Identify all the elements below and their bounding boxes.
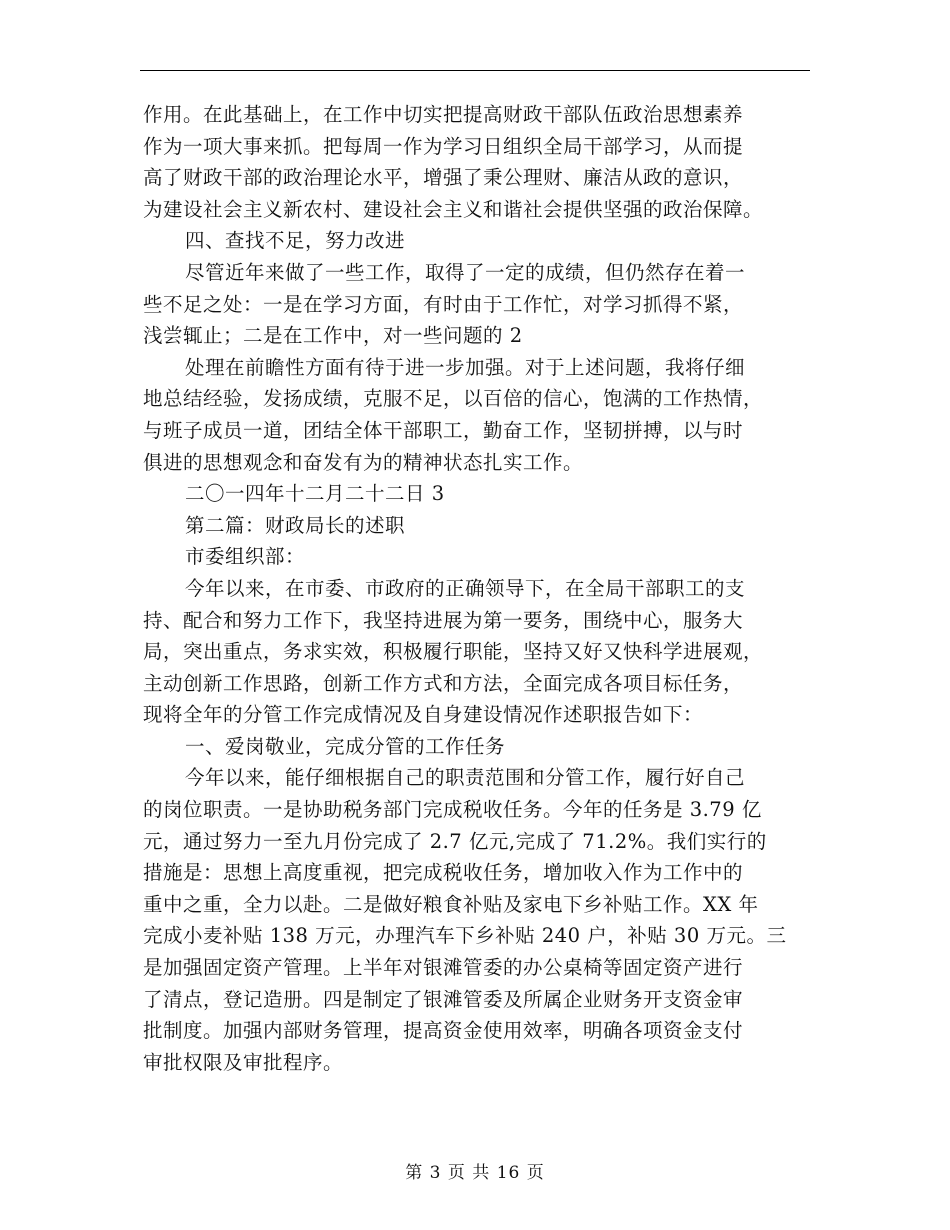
page-footer: 第 3 页 共 16 页 (405, 1163, 545, 1183)
text-line: 今年以来，在市委、市政府的正确领导下，在全局干部职工的支 (185, 576, 746, 600)
text-line: 作用。在此基础上，在工作中切实把提高财政干部队伍政治思想素养 (143, 103, 744, 126)
text-line: 俱进的思想观念和奋发有为的精神状态扎实工作。 (143, 450, 584, 474)
text-line: 处理在前瞻性方面有待于进一步加强。对于上述问题，我将仔细 (185, 355, 746, 379)
text-line: 地总结经验，发扬成绩，克服不足，以百倍的信心，饱满的工作热情， (143, 387, 764, 411)
text-line: 些不足之处：一是在学习方面，有时由于工作忙，对学习抓得不紧， (143, 292, 744, 316)
text-line: 措施是：思想上高度重视，把完成税收任务，增加收入作为工作中的 (143, 861, 744, 885)
text-line: 尽管近年来做了一些工作，取得了一定的成绩，但仍然存在着一 (185, 260, 746, 284)
text-line: 重中之重，全力以赴。二是做好粮食补贴及家电下乡补贴工作。XX 年 (143, 892, 759, 916)
text-line: 今年以来，能仔细根据自己的职责范围和分管工作，履行好自己 (185, 766, 746, 790)
text-line: 是加强固定资产管理。上半年对银滩管委的办公桌椅等固定资产进行 (143, 956, 744, 980)
text-line: 四、查找不足，努力改进 (185, 229, 406, 253)
text-line: 完成小麦补贴 138 万元，办理汽车下乡补贴 240 户，补贴 30 万元。三 (143, 924, 787, 948)
text-line: 高了财政干部的政治理论水平，增强了秉公理财、廉洁从政的意识， (143, 166, 744, 190)
document-body (143, 99, 808, 1078)
text-line: 主动创新工作思路，创新工作方式和方法，全面完成各项目标任务， (143, 671, 744, 695)
text-line: 第二篇：财政局长的述职 (185, 513, 406, 537)
text-line: 浅尝辄止；二是在工作中，对一些问题的 2 (143, 324, 523, 348)
header-rule (140, 70, 810, 71)
text-line: 与班子成员一道，团结全体干部职工，勤奋工作，坚韧拼搏，以与时 (143, 418, 744, 442)
text-line: 局，突出重点，务求实效，积极履行职能，坚持又好又快科学进展观， (143, 640, 764, 664)
text-line: 市委组织部： (185, 545, 306, 569)
text-line: 一、爱岗敬业，完成分管的工作任务 (185, 734, 506, 758)
text-line: 审批权限及审批程序。 (143, 1050, 344, 1074)
text-line: 二〇一四年十二月二十二日 3 (185, 482, 445, 506)
text-line: 作为一项大事来抓。把每周一作为学习日组织全局干部学习，从而提 (143, 134, 744, 158)
text-line: 现将全年的分管工作完成情况及自身建设情况作述职报告如下： (143, 703, 704, 727)
text-line: 了清点，登记造册。四是制定了银滩管委及所属企业财务开支资金审 (143, 987, 744, 1011)
text-line: 为建设社会主义新农村、建设社会主义和谐社会提供坚强的政治保障。 (143, 197, 764, 221)
text-line: 批制度。加强内部财务管理，提高资金使用效率，明确各项资金支付 (143, 1019, 744, 1043)
text-line: 的岗位职责。一是协助税务部门完成税收任务。今年的任务是 3.79 亿 (143, 798, 762, 822)
text-line: 持、配合和努力工作下，我坚持进展为第一要务，围绕中心，服务大 (143, 608, 744, 632)
text-line: 元，通过努力一至九月份完成了 2.7 亿元,完成了 71.2%。我们实行的 (143, 829, 767, 853)
